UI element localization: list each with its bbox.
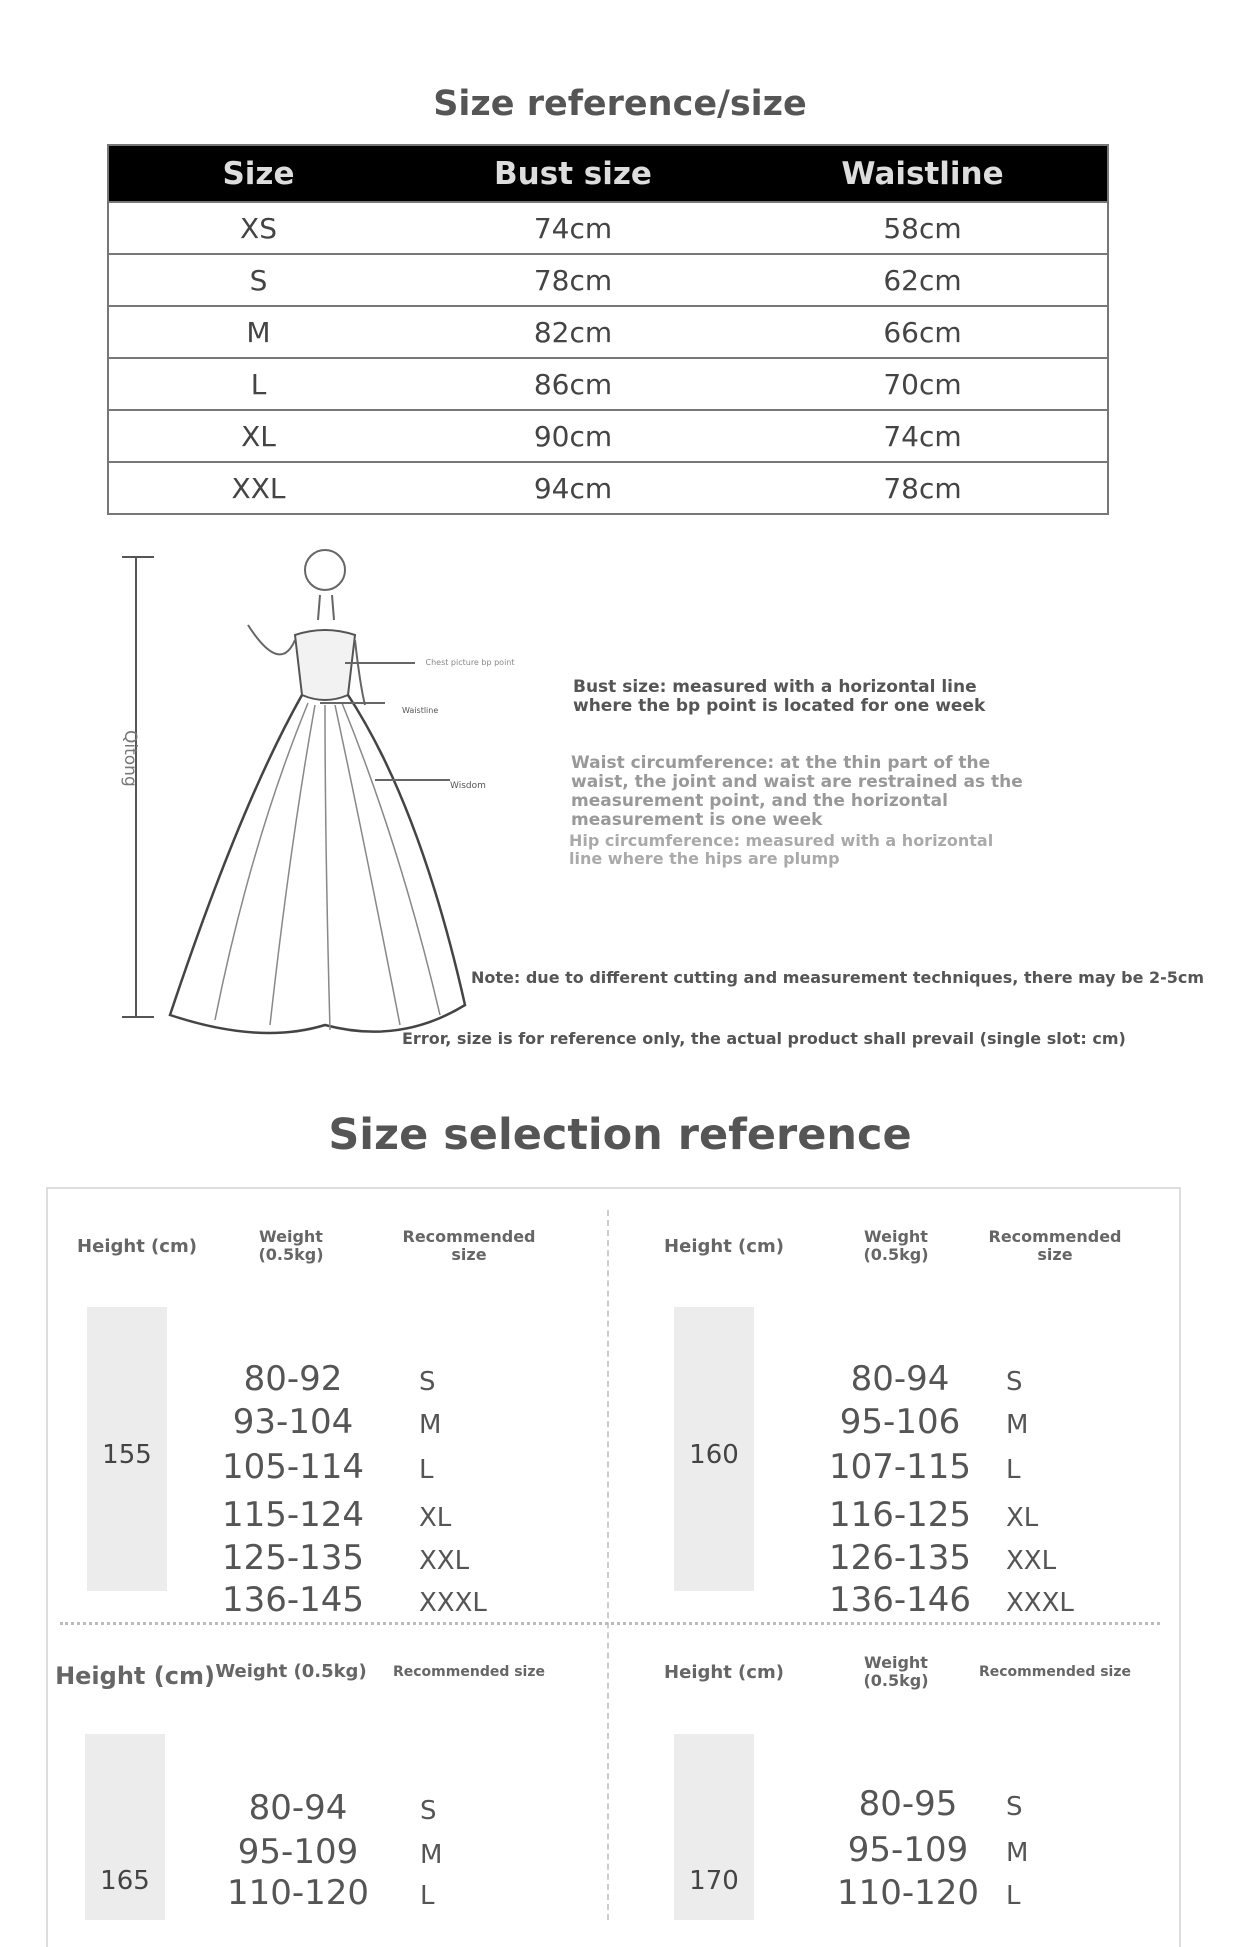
recommended-size: XXL xyxy=(1006,1546,1057,1576)
table-header xyxy=(108,145,1108,202)
table-row xyxy=(108,306,1108,358)
error-text: Error, size is for reference only, the actual product shall prevail (single slot: cm) xyxy=(402,1029,1126,1048)
bust-cell: 82cm xyxy=(408,306,738,358)
vertical-divider xyxy=(607,1210,609,1920)
note-text: Note: due to different cutting and measurement techniques, there may be 2-5cm xyxy=(471,968,1205,987)
recommended-size: XXL xyxy=(419,1546,470,1576)
recommended-size: L xyxy=(1006,1455,1021,1485)
hip-description: Hip circumference: measured with a horizontal line where the hips are plump xyxy=(569,831,994,868)
col-size: Size xyxy=(108,145,408,202)
weight-range: 93-104 xyxy=(232,1402,354,1442)
bust-cell: 94cm xyxy=(408,462,738,514)
weight-range: 125-135 xyxy=(221,1538,365,1578)
weight-range: 80-94 xyxy=(850,1359,950,1399)
height-value: 160 xyxy=(689,1440,739,1470)
weight-range: 110-120 xyxy=(836,1873,980,1913)
chest-label: Chest picture bp point xyxy=(425,658,515,667)
bust-cell: 86cm xyxy=(408,358,738,410)
recommended-size: L xyxy=(420,1881,435,1911)
size-selection-title: Size selection reference xyxy=(328,1110,912,1160)
waist-cell: 62cm xyxy=(738,254,1108,306)
weight-range: 80-92 xyxy=(243,1359,343,1399)
col-waist: Waistline xyxy=(738,145,1108,202)
recommended-size: M xyxy=(1006,1410,1029,1440)
recommended-header: Recommended size xyxy=(392,1664,546,1680)
size-cell: M xyxy=(108,306,408,358)
table-row xyxy=(108,410,1108,462)
waist-cell: 78cm xyxy=(738,462,1108,514)
recommended-size: S xyxy=(1006,1792,1023,1822)
size-table xyxy=(107,144,1109,515)
recommended-size: S xyxy=(1006,1367,1023,1397)
height-value: 165 xyxy=(100,1866,150,1896)
recommended-size: S xyxy=(420,1796,437,1826)
height-header: Height (cm) xyxy=(664,1662,784,1683)
weight-range: 110-120 xyxy=(226,1873,370,1913)
dress-sketch-image xyxy=(120,545,480,1035)
weight-header: Weight (0.5kg) xyxy=(863,1227,929,1264)
hip-label: Wisdom xyxy=(450,781,486,791)
recommended-size: M xyxy=(419,1410,442,1440)
height-value: 170 xyxy=(689,1866,739,1896)
height-header: Height (cm) xyxy=(664,1236,784,1257)
weight-range: 80-94 xyxy=(248,1788,348,1828)
table-row xyxy=(108,254,1108,306)
size-cell: L xyxy=(108,358,408,410)
weight-range: 95-106 xyxy=(839,1402,961,1442)
height-label: Qitong xyxy=(120,730,140,787)
table-row xyxy=(108,358,1108,410)
weight-range: 107-115 xyxy=(828,1447,972,1487)
weight-range: 105-114 xyxy=(221,1447,365,1487)
waistline-label: Waistline xyxy=(402,706,439,715)
recommended-size: L xyxy=(1006,1881,1021,1911)
weight-range: 80-95 xyxy=(858,1784,958,1824)
table-row xyxy=(108,202,1108,254)
recommended-size: S xyxy=(419,1367,436,1397)
recommended-size: M xyxy=(1006,1838,1029,1868)
height-value: 155 xyxy=(102,1440,152,1470)
size-cell: XS xyxy=(108,202,408,254)
bust-cell: 90cm xyxy=(408,410,738,462)
waist-cell: 58cm xyxy=(738,202,1108,254)
col-bust: Bust size xyxy=(408,145,738,202)
weight-range: 136-145 xyxy=(221,1580,365,1620)
bust-cell: 78cm xyxy=(408,254,738,306)
weight-header: Weight (0.5kg) xyxy=(215,1661,367,1682)
height-header: Height (cm) xyxy=(55,1662,215,1690)
recommended-header: Recommended size xyxy=(988,1227,1122,1264)
size-reference-title: Size reference/size xyxy=(433,84,807,124)
recommended-size: L xyxy=(419,1455,434,1485)
recommended-header: Recommended size xyxy=(402,1227,536,1264)
recommended-size: M xyxy=(420,1840,443,1870)
weight-range: 115-124 xyxy=(221,1495,365,1535)
weight-header: Weight (0.5kg) xyxy=(863,1653,929,1690)
recommended-header: Recommended size xyxy=(978,1664,1132,1680)
size-cell: XL xyxy=(108,410,408,462)
weight-range: 136-146 xyxy=(828,1580,972,1620)
height-header: Height (cm) xyxy=(77,1236,197,1257)
recommended-size: XXXL xyxy=(419,1588,487,1618)
waist-cell: 70cm xyxy=(738,358,1108,410)
waist-cell: 66cm xyxy=(738,306,1108,358)
recommended-size: XL xyxy=(419,1503,452,1533)
weight-header: Weight (0.5kg) xyxy=(258,1227,324,1264)
waist-cell: 74cm xyxy=(738,410,1108,462)
bust-cell: 74cm xyxy=(408,202,738,254)
waist-description: Waist circumference: at the thin part of the waist, the joint and waist are restrained as the measurement point, and the horizontal measurement is one week xyxy=(571,753,1023,830)
weight-range: 126-135 xyxy=(828,1538,972,1578)
weight-range: 95-109 xyxy=(237,1832,359,1872)
size-cell: XXL xyxy=(108,462,408,514)
recommended-size: XXXL xyxy=(1006,1588,1074,1618)
weight-range: 116-125 xyxy=(828,1495,972,1535)
weight-range: 95-109 xyxy=(847,1830,969,1870)
horizontal-divider xyxy=(60,1622,1160,1625)
size-cell: S xyxy=(108,254,408,306)
table-row xyxy=(108,462,1108,514)
recommended-size: XL xyxy=(1006,1503,1039,1533)
bust-description: Bust size: measured with a horizontal line where the bp point is located for one week xyxy=(573,677,986,716)
